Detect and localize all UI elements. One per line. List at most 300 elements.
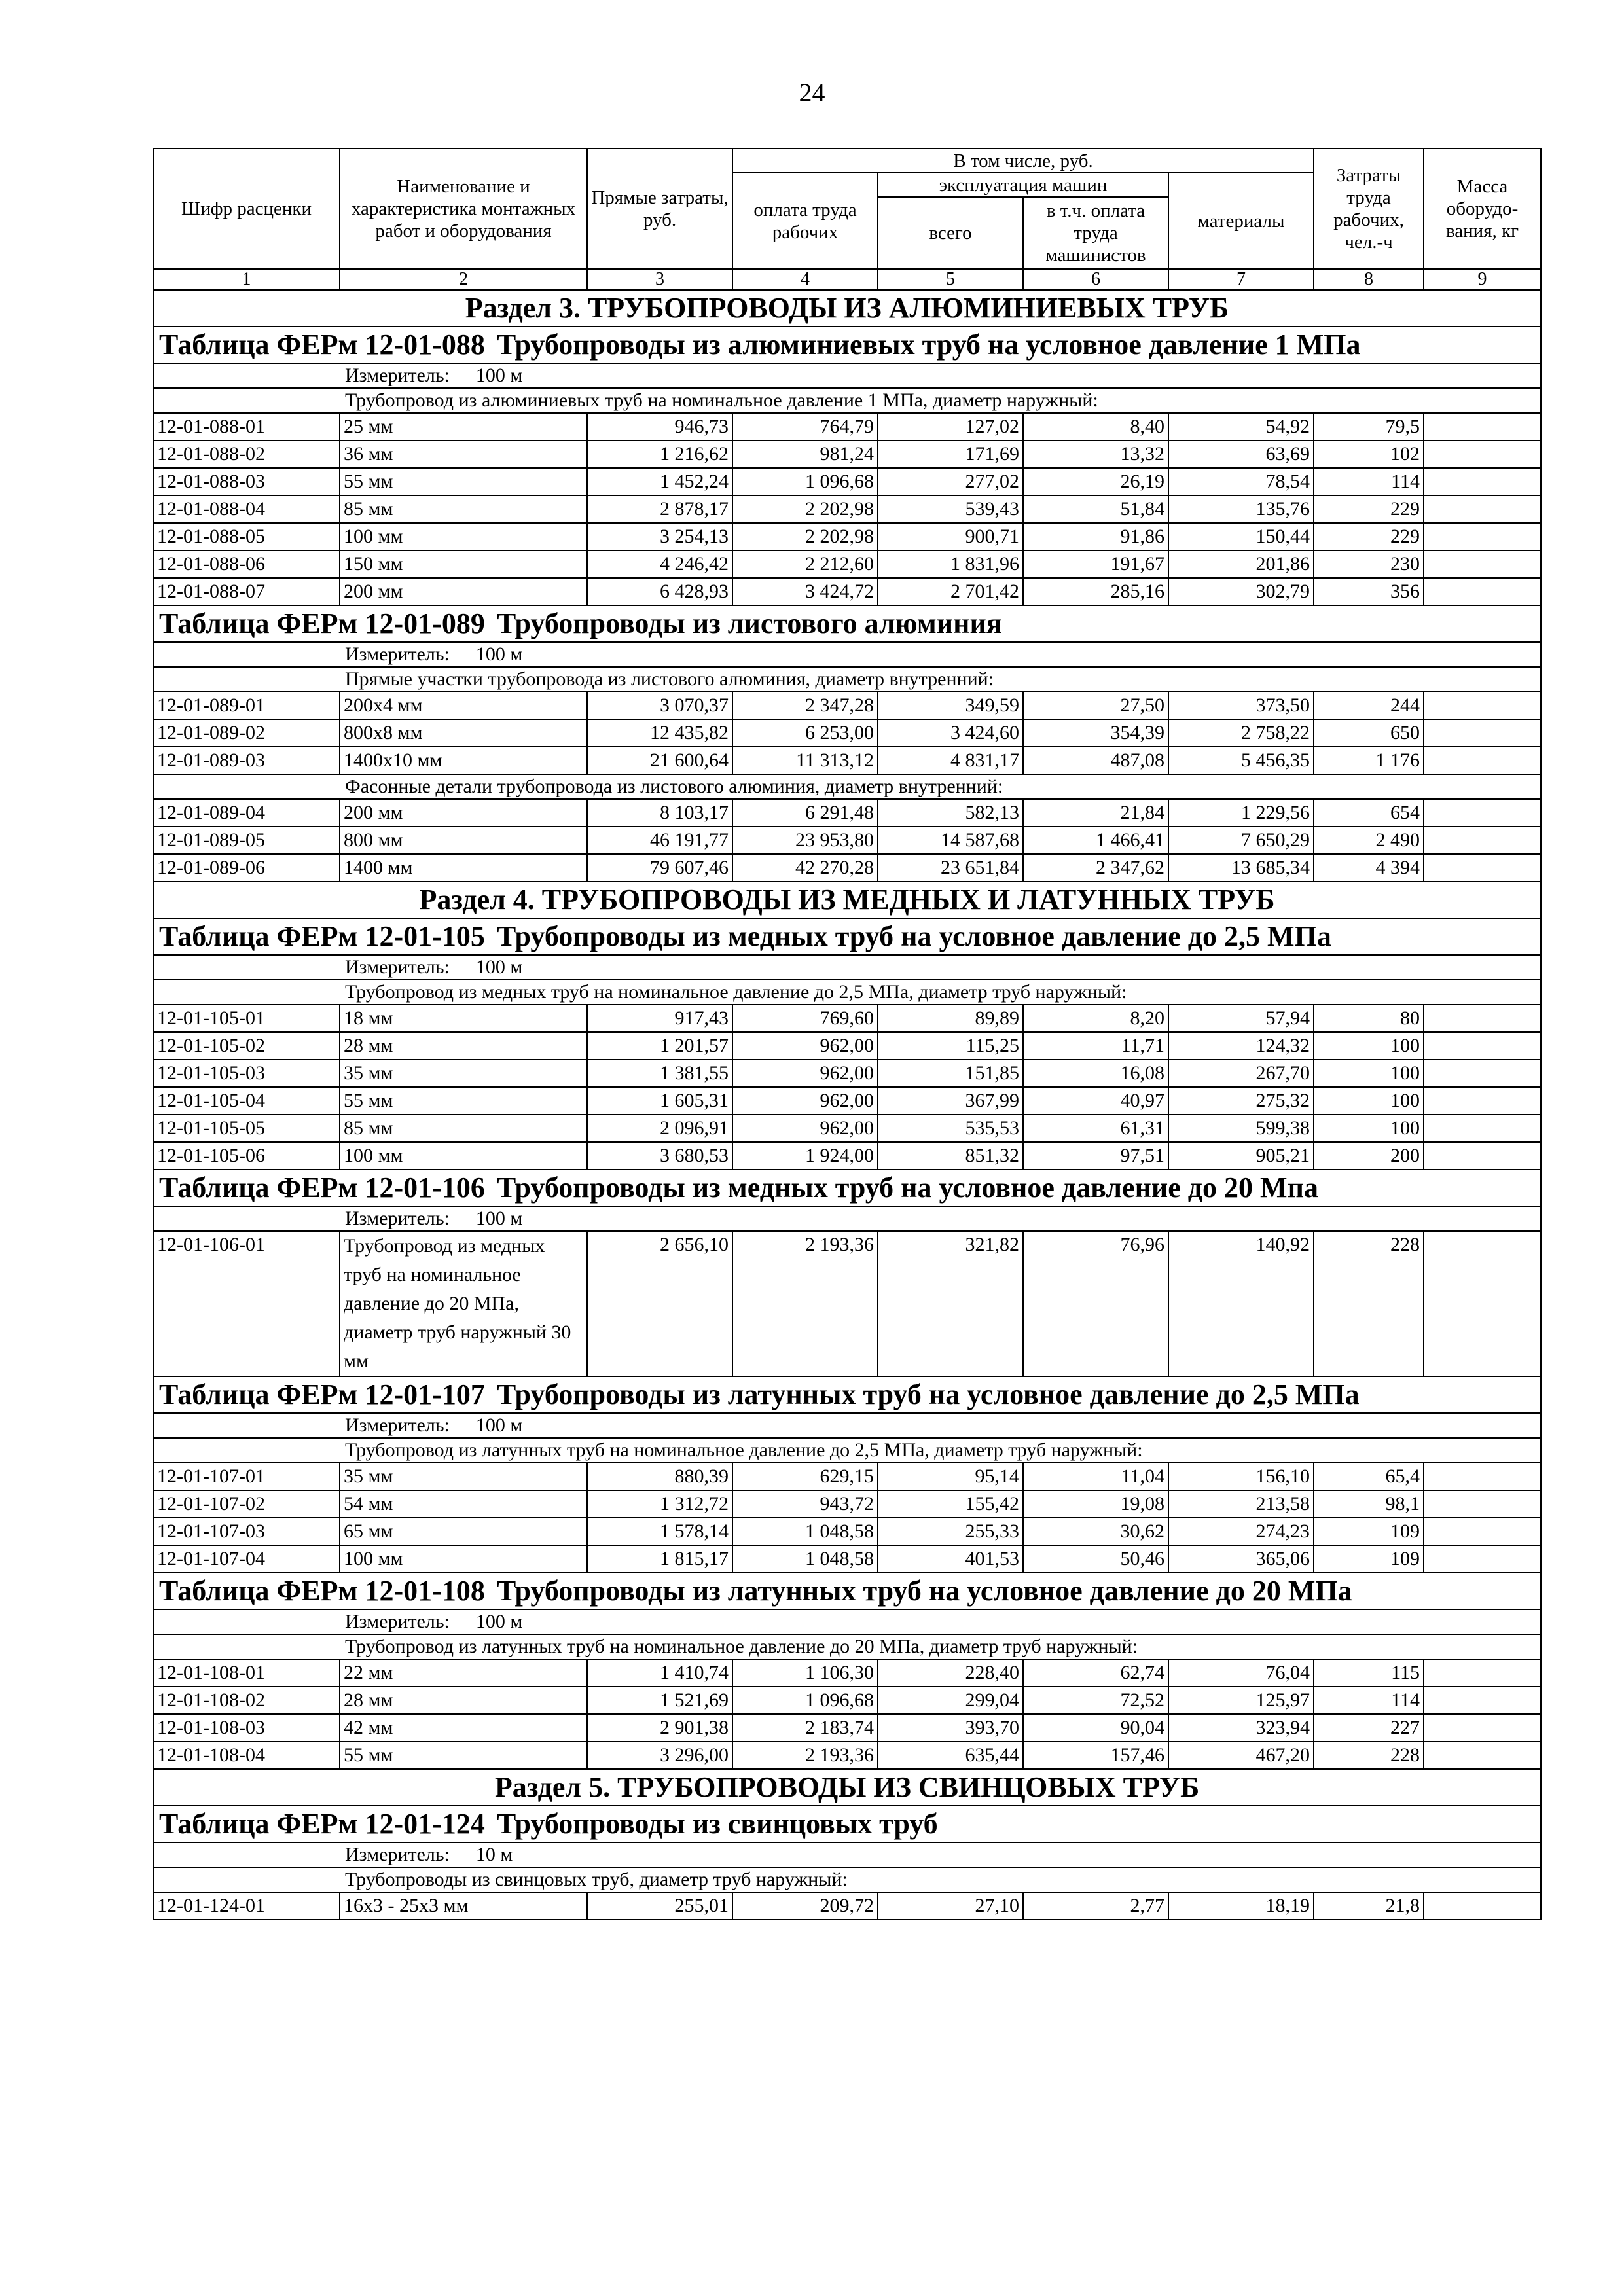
cell-col-5: 95,14 bbox=[878, 1463, 1023, 1490]
cell-col-6: 487,08 bbox=[1023, 747, 1168, 774]
cell-col-6: 97,51 bbox=[1023, 1142, 1168, 1170]
table-row bbox=[153, 1060, 1541, 1087]
cell-col-4: 981,24 bbox=[732, 440, 878, 468]
meter-label: Измеритель: bbox=[345, 956, 450, 978]
column-number: 6 bbox=[1023, 269, 1168, 290]
table-row bbox=[153, 468, 1541, 495]
meter bbox=[153, 363, 1541, 388]
cell-col-2: 42 мм bbox=[340, 1714, 587, 1742]
subheading-row bbox=[153, 1438, 1541, 1463]
cell-col-6: 61,31 bbox=[1023, 1115, 1168, 1142]
cell-col-6: 2,77 bbox=[1023, 1892, 1168, 1920]
cell-col-5: 367,99 bbox=[878, 1087, 1023, 1115]
cell-col-8: 229 bbox=[1314, 523, 1424, 550]
table-title bbox=[153, 1170, 1541, 1206]
cell-col-7: 905,21 bbox=[1168, 1142, 1314, 1170]
cell-col-1: 12-01-088-02 bbox=[153, 440, 340, 468]
cell-col-8: 230 bbox=[1314, 550, 1424, 578]
cell-col-9 bbox=[1424, 1714, 1541, 1742]
cell-col-5: 635,44 bbox=[878, 1742, 1023, 1769]
meter-value: 100 м bbox=[475, 956, 523, 978]
rate-table bbox=[153, 148, 1542, 1920]
cell-col-9 bbox=[1424, 523, 1541, 550]
cell-col-1: 12-01-108-02 bbox=[153, 1687, 340, 1714]
cell-col-6: 11,04 bbox=[1023, 1463, 1168, 1490]
cell-col-4: 3 424,72 bbox=[732, 578, 878, 605]
header-machinist-pay: в т.ч. оплата труда машинистов bbox=[1023, 197, 1168, 269]
cell-col-9 bbox=[1424, 1687, 1541, 1714]
cell-col-7: 267,70 bbox=[1168, 1060, 1314, 1087]
cell-col-4: 42 270,28 bbox=[732, 854, 878, 882]
cell-col-4: 769,60 bbox=[732, 1005, 878, 1032]
cell-col-8: 4 394 bbox=[1314, 854, 1424, 882]
table-row bbox=[153, 550, 1541, 578]
cell-col-8: 228 bbox=[1314, 1742, 1424, 1769]
header-labor: Затраты труда рабочих, чел.-ч bbox=[1314, 149, 1424, 269]
cell-col-9 bbox=[1424, 1032, 1541, 1060]
column-number: 7 bbox=[1168, 269, 1314, 290]
cell-col-9 bbox=[1424, 1060, 1541, 1087]
subheading-row bbox=[153, 774, 1541, 799]
cell-col-5: 151,85 bbox=[878, 1060, 1023, 1087]
table-row bbox=[153, 1231, 1541, 1376]
cell-col-8: 229 bbox=[1314, 495, 1424, 523]
table-row bbox=[153, 1087, 1541, 1115]
cell-col-9 bbox=[1424, 1892, 1541, 1920]
table-row bbox=[153, 1742, 1541, 1769]
cell-col-5: 3 424,60 bbox=[878, 719, 1023, 747]
cell-col-3: 1 815,17 bbox=[587, 1545, 732, 1573]
cell-col-6: 2 347,62 bbox=[1023, 854, 1168, 882]
cell-col-5: 393,70 bbox=[878, 1714, 1023, 1742]
table-name: Трубопроводы из алюминиевых труб на условное давление 1 МПа bbox=[496, 329, 1361, 361]
meter-value: 10 м bbox=[475, 1844, 513, 1865]
cell-col-5: 4 831,17 bbox=[878, 747, 1023, 774]
cell-col-3: 1 605,31 bbox=[587, 1087, 732, 1115]
cell-col-5: 582,13 bbox=[878, 799, 1023, 827]
cell-col-2: 200х4 мм bbox=[340, 692, 587, 719]
table-row bbox=[153, 1714, 1541, 1742]
cell-col-2: 200 мм bbox=[340, 799, 587, 827]
cell-col-5: 14 587,68 bbox=[878, 827, 1023, 854]
table-row bbox=[153, 1463, 1541, 1490]
cell-col-3: 880,39 bbox=[587, 1463, 732, 1490]
cell-col-3: 1 312,72 bbox=[587, 1490, 732, 1518]
cell-col-5: 851,32 bbox=[878, 1142, 1023, 1170]
cell-col-7: 54,92 bbox=[1168, 413, 1314, 440]
cell-col-2: 800 мм bbox=[340, 827, 587, 854]
cell-col-5: 127,02 bbox=[878, 413, 1023, 440]
cell-col-5: 539,43 bbox=[878, 495, 1023, 523]
table-name: Трубопроводы из свинцовых труб bbox=[496, 1808, 938, 1840]
cell-col-2: 55 мм bbox=[340, 1087, 587, 1115]
cell-col-5: 277,02 bbox=[878, 468, 1023, 495]
column-number: 3 bbox=[587, 269, 732, 290]
cell-col-6: 16,08 bbox=[1023, 1060, 1168, 1087]
cell-col-4: 2 347,28 bbox=[732, 692, 878, 719]
cell-col-1: 12-01-107-04 bbox=[153, 1545, 340, 1573]
cell-col-1: 12-01-088-07 bbox=[153, 578, 340, 605]
table-title-wrap bbox=[159, 1170, 1537, 1206]
subheading: Трубопровод из латунных труб на номинальное давление до 20 МПа, диаметр труб наружный: bbox=[153, 1634, 1541, 1659]
cell-col-9 bbox=[1424, 1463, 1541, 1490]
table-row bbox=[153, 799, 1541, 827]
cell-col-3: 8 103,17 bbox=[587, 799, 732, 827]
cell-col-9 bbox=[1424, 799, 1541, 827]
column-number: 1 bbox=[153, 269, 340, 290]
subheading: Трубопроводы из свинцовых труб, диаметр труб наружный: bbox=[153, 1867, 1541, 1892]
cell-col-7: 63,69 bbox=[1168, 440, 1314, 468]
cell-col-2: 100 мм bbox=[340, 523, 587, 550]
meter-value: 100 м bbox=[475, 1611, 523, 1632]
cell-col-3: 4 246,42 bbox=[587, 550, 732, 578]
cell-col-1: 12-01-105-01 bbox=[153, 1005, 340, 1032]
table-title bbox=[153, 918, 1541, 955]
table-title-row bbox=[153, 918, 1541, 955]
table-name: Трубопроводы из медных труб на условное давление до 20 Мпа bbox=[496, 1172, 1318, 1204]
page-number: 24 bbox=[799, 78, 825, 107]
cell-col-5: 1 831,96 bbox=[878, 550, 1023, 578]
header-direct-costs: Прямые затраты, руб. bbox=[587, 149, 732, 269]
cell-col-3: 2 096,91 bbox=[587, 1115, 732, 1142]
cell-col-7: 274,23 bbox=[1168, 1518, 1314, 1545]
cell-col-5: 321,82 bbox=[878, 1231, 1023, 1376]
table-code: Таблица ФЕРм 12-01-106 bbox=[159, 1172, 485, 1204]
cell-col-9 bbox=[1424, 1115, 1541, 1142]
cell-col-4: 11 313,12 bbox=[732, 747, 878, 774]
cell-col-4: 1 048,58 bbox=[732, 1545, 878, 1573]
cell-col-8: 100 bbox=[1314, 1060, 1424, 1087]
cell-col-6: 8,20 bbox=[1023, 1005, 1168, 1032]
cell-col-6: 27,50 bbox=[1023, 692, 1168, 719]
subheading: Фасонные детали трубопровода из листового алюминия, диаметр внутренний: bbox=[153, 774, 1541, 799]
cell-col-3: 79 607,46 bbox=[587, 854, 732, 882]
cell-col-7: 467,20 bbox=[1168, 1742, 1314, 1769]
cell-col-2: 55 мм bbox=[340, 468, 587, 495]
section-title: Раздел 5. ТРУБОПРОВОДЫ ИЗ СВИНЦОВЫХ ТРУБ bbox=[153, 1769, 1541, 1806]
table-row bbox=[153, 747, 1541, 774]
cell-col-3: 1 216,62 bbox=[587, 440, 732, 468]
cell-col-6: 157,46 bbox=[1023, 1742, 1168, 1769]
cell-col-6: 50,46 bbox=[1023, 1545, 1168, 1573]
cell-col-2: 65 мм bbox=[340, 1518, 587, 1545]
cell-col-7: 140,92 bbox=[1168, 1231, 1314, 1376]
cell-col-2: Трубопровод из медных труб на номинальное давление до 20 МПа, диаметр труб наружный 30 мм bbox=[340, 1231, 587, 1376]
table-title-wrap bbox=[159, 327, 1537, 363]
cell-col-4: 1 096,68 bbox=[732, 468, 878, 495]
cell-col-5: 228,40 bbox=[878, 1659, 1023, 1687]
cell-col-4: 764,79 bbox=[732, 413, 878, 440]
meter-label: Измеритель: bbox=[345, 1414, 450, 1436]
table-title bbox=[153, 1806, 1541, 1842]
column-number: 8 bbox=[1314, 269, 1424, 290]
cell-col-9 bbox=[1424, 468, 1541, 495]
cell-col-1: 12-01-089-05 bbox=[153, 827, 340, 854]
subheading-row bbox=[153, 667, 1541, 692]
table-title bbox=[153, 327, 1541, 363]
table-row bbox=[153, 1518, 1541, 1545]
table-row bbox=[153, 523, 1541, 550]
cell-col-7: 57,94 bbox=[1168, 1005, 1314, 1032]
table-row bbox=[153, 827, 1541, 854]
subheading-row bbox=[153, 1634, 1541, 1659]
column-number: 5 bbox=[878, 269, 1023, 290]
cell-col-9 bbox=[1424, 413, 1541, 440]
meter-row bbox=[153, 1413, 1541, 1438]
section-title: Раздел 3. ТРУБОПРОВОДЫ ИЗ АЛЮМИНИЕВЫХ ТРУБ bbox=[153, 290, 1541, 327]
cell-col-3: 3 296,00 bbox=[587, 1742, 732, 1769]
cell-col-1: 12-01-088-05 bbox=[153, 523, 340, 550]
cell-col-1: 12-01-124-01 bbox=[153, 1892, 340, 1920]
cell-col-2: 18 мм bbox=[340, 1005, 587, 1032]
cell-col-9 bbox=[1424, 578, 1541, 605]
meter-label: Измеритель: bbox=[345, 365, 450, 386]
cell-col-4: 2 212,60 bbox=[732, 550, 878, 578]
cell-col-6: 72,52 bbox=[1023, 1687, 1168, 1714]
cell-col-2: 1400х10 мм bbox=[340, 747, 587, 774]
table-body bbox=[153, 269, 1541, 1920]
cell-col-6: 354,39 bbox=[1023, 719, 1168, 747]
meter-row bbox=[153, 1206, 1541, 1231]
cell-col-2: 36 мм bbox=[340, 440, 587, 468]
cell-col-8: 356 bbox=[1314, 578, 1424, 605]
header-code: Шифр расценки bbox=[153, 149, 340, 269]
cell-col-4: 209,72 bbox=[732, 1892, 878, 1920]
cell-col-6: 91,86 bbox=[1023, 523, 1168, 550]
cell-col-5: 115,25 bbox=[878, 1032, 1023, 1060]
cell-col-3: 3 070,37 bbox=[587, 692, 732, 719]
cell-col-4: 1 048,58 bbox=[732, 1518, 878, 1545]
meter bbox=[153, 1413, 1541, 1438]
cell-col-3: 12 435,82 bbox=[587, 719, 732, 747]
table-title bbox=[153, 1573, 1541, 1609]
cell-col-8: 114 bbox=[1314, 468, 1424, 495]
meter bbox=[153, 1206, 1541, 1231]
cell-col-5: 535,53 bbox=[878, 1115, 1023, 1142]
cell-col-8: 228 bbox=[1314, 1231, 1424, 1376]
cell-col-6: 191,67 bbox=[1023, 550, 1168, 578]
cell-col-6: 11,71 bbox=[1023, 1032, 1168, 1060]
table-row bbox=[153, 440, 1541, 468]
cell-col-1: 12-01-107-02 bbox=[153, 1490, 340, 1518]
cell-col-9 bbox=[1424, 495, 1541, 523]
cell-col-3: 1 410,74 bbox=[587, 1659, 732, 1687]
cell-col-7: 365,06 bbox=[1168, 1545, 1314, 1573]
cell-col-4: 1 106,30 bbox=[732, 1659, 878, 1687]
table-title-row bbox=[153, 327, 1541, 363]
cell-col-2: 16х3 - 25х3 мм bbox=[340, 1892, 587, 1920]
subheading-row bbox=[153, 1867, 1541, 1892]
cell-col-8: 244 bbox=[1314, 692, 1424, 719]
cell-col-5: 900,71 bbox=[878, 523, 1023, 550]
cell-col-4: 6 291,48 bbox=[732, 799, 878, 827]
cell-col-4: 1 924,00 bbox=[732, 1142, 878, 1170]
table-code: Таблица ФЕРм 12-01-107 bbox=[159, 1378, 485, 1410]
cell-col-1: 12-01-088-03 bbox=[153, 468, 340, 495]
cell-col-9 bbox=[1424, 854, 1541, 882]
cell-col-6: 26,19 bbox=[1023, 468, 1168, 495]
cell-col-5: 2 701,42 bbox=[878, 578, 1023, 605]
meter-value: 100 м bbox=[475, 1414, 523, 1436]
cell-col-2: 85 мм bbox=[340, 495, 587, 523]
cell-col-4: 2 183,74 bbox=[732, 1714, 878, 1742]
cell-col-5: 349,59 bbox=[878, 692, 1023, 719]
table-row bbox=[153, 1005, 1541, 1032]
cell-col-1: 12-01-105-02 bbox=[153, 1032, 340, 1060]
table-header bbox=[153, 149, 1541, 269]
table-title-row bbox=[153, 1170, 1541, 1206]
cell-col-9 bbox=[1424, 1518, 1541, 1545]
cell-col-8: 2 490 bbox=[1314, 827, 1424, 854]
cell-col-3: 917,43 bbox=[587, 1005, 732, 1032]
cell-col-7: 124,32 bbox=[1168, 1032, 1314, 1060]
cell-col-2: 28 мм bbox=[340, 1687, 587, 1714]
cell-col-8: 200 bbox=[1314, 1142, 1424, 1170]
cell-col-5: 155,42 bbox=[878, 1490, 1023, 1518]
meter bbox=[153, 955, 1541, 980]
cell-col-3: 46 191,77 bbox=[587, 827, 732, 854]
subheading-row bbox=[153, 388, 1541, 413]
meter-label: Измеритель: bbox=[345, 1844, 450, 1865]
cell-col-1: 12-01-108-04 bbox=[153, 1742, 340, 1769]
meter bbox=[153, 642, 1541, 667]
cell-col-6: 1 466,41 bbox=[1023, 827, 1168, 854]
cell-col-7: 5 456,35 bbox=[1168, 747, 1314, 774]
cell-col-1: 12-01-089-04 bbox=[153, 799, 340, 827]
cell-col-3: 3 254,13 bbox=[587, 523, 732, 550]
header-machine-operation: эксплуатация машин bbox=[878, 173, 1168, 197]
table-title-row bbox=[153, 1573, 1541, 1609]
table-code: Таблица ФЕРм 12-01-105 bbox=[159, 920, 485, 952]
cell-col-2: 150 мм bbox=[340, 550, 587, 578]
table-title-wrap bbox=[159, 1573, 1537, 1609]
meter bbox=[153, 1842, 1541, 1867]
cell-col-1: 12-01-105-03 bbox=[153, 1060, 340, 1087]
cell-col-8: 65,4 bbox=[1314, 1463, 1424, 1490]
cell-col-3: 1 521,69 bbox=[587, 1687, 732, 1714]
cell-col-8: 102 bbox=[1314, 440, 1424, 468]
cell-col-5: 89,89 bbox=[878, 1005, 1023, 1032]
cell-col-6: 51,84 bbox=[1023, 495, 1168, 523]
cell-col-6: 90,04 bbox=[1023, 1714, 1168, 1742]
cell-col-5: 299,04 bbox=[878, 1687, 1023, 1714]
cell-col-3: 2 656,10 bbox=[587, 1231, 732, 1376]
cell-col-8: 21,8 bbox=[1314, 1892, 1424, 1920]
cell-col-7: 2 758,22 bbox=[1168, 719, 1314, 747]
section-title: Раздел 4. ТРУБОПРОВОДЫ ИЗ МЕДНЫХ И ЛАТУННЫХ ТРУБ bbox=[153, 882, 1541, 918]
table-row bbox=[153, 1687, 1541, 1714]
cell-col-1: 12-01-107-03 bbox=[153, 1518, 340, 1545]
subheading: Трубопровод из медных труб на номинальное давление до 2,5 МПа, диаметр труб наружный: bbox=[153, 980, 1541, 1005]
header-materials: материалы bbox=[1168, 173, 1314, 269]
table-name: Трубопроводы из латунных труб на условное давление до 20 МПа bbox=[496, 1575, 1352, 1607]
cell-col-3: 6 428,93 bbox=[587, 578, 732, 605]
cell-col-8: 100 bbox=[1314, 1115, 1424, 1142]
cell-col-8: 98,1 bbox=[1314, 1490, 1424, 1518]
cell-col-4: 2 193,36 bbox=[732, 1742, 878, 1769]
cell-col-8: 1 176 bbox=[1314, 747, 1424, 774]
cell-col-6: 40,97 bbox=[1023, 1087, 1168, 1115]
cell-col-1: 12-01-089-01 bbox=[153, 692, 340, 719]
cell-col-2: 54 мм bbox=[340, 1490, 587, 1518]
cell-col-8: 100 bbox=[1314, 1032, 1424, 1060]
cell-col-9 bbox=[1424, 827, 1541, 854]
table-code: Таблица ФЕРм 12-01-108 bbox=[159, 1575, 485, 1607]
cell-col-5: 23 651,84 bbox=[878, 854, 1023, 882]
section-row bbox=[153, 1769, 1541, 1806]
column-number: 9 bbox=[1424, 269, 1541, 290]
table-row bbox=[153, 1115, 1541, 1142]
cell-col-5: 171,69 bbox=[878, 440, 1023, 468]
cell-col-2: 200 мм bbox=[340, 578, 587, 605]
cell-col-6: 21,84 bbox=[1023, 799, 1168, 827]
cell-col-7: 275,32 bbox=[1168, 1087, 1314, 1115]
meter-value: 100 м bbox=[475, 365, 523, 386]
cell-col-4: 962,00 bbox=[732, 1115, 878, 1142]
header-workers-pay: оплата труда рабочих bbox=[732, 173, 878, 269]
cell-col-9 bbox=[1424, 1142, 1541, 1170]
cell-col-4: 23 953,80 bbox=[732, 827, 878, 854]
cell-col-1: 12-01-108-03 bbox=[153, 1714, 340, 1742]
cell-col-1: 12-01-105-05 bbox=[153, 1115, 340, 1142]
table-title bbox=[153, 1376, 1541, 1413]
cell-col-1: 12-01-089-02 bbox=[153, 719, 340, 747]
cell-col-9 bbox=[1424, 1545, 1541, 1573]
table-title-wrap bbox=[159, 919, 1537, 954]
table-row bbox=[153, 1032, 1541, 1060]
cell-col-7: 323,94 bbox=[1168, 1714, 1314, 1742]
meter-label: Измеритель: bbox=[345, 1611, 450, 1632]
table-title-row bbox=[153, 1806, 1541, 1842]
cell-col-9 bbox=[1424, 1742, 1541, 1769]
cell-col-3: 1 201,57 bbox=[587, 1032, 732, 1060]
table-title-wrap bbox=[159, 1806, 1537, 1842]
meter-row bbox=[153, 1609, 1541, 1634]
cell-col-2: 100 мм bbox=[340, 1142, 587, 1170]
column-numbers-row bbox=[153, 269, 1541, 290]
table-title-wrap bbox=[159, 606, 1537, 641]
meter-row bbox=[153, 1842, 1541, 1867]
subheading: Трубопровод из алюминиевых труб на номинальное давление 1 МПа, диаметр наружный: bbox=[153, 388, 1541, 413]
cell-col-6: 13,32 bbox=[1023, 440, 1168, 468]
table-row bbox=[153, 1659, 1541, 1687]
cell-col-2: 55 мм bbox=[340, 1742, 587, 1769]
cell-col-7: 78,54 bbox=[1168, 468, 1314, 495]
table-row bbox=[153, 578, 1541, 605]
cell-col-7: 599,38 bbox=[1168, 1115, 1314, 1142]
header-name: Наименование и характеристика монтажных работ и оборудования bbox=[340, 149, 587, 269]
table-row bbox=[153, 1490, 1541, 1518]
cell-col-1: 12-01-088-04 bbox=[153, 495, 340, 523]
subheading: Трубопровод из латунных труб на номинальное давление до 2,5 МПа, диаметр труб наружный: bbox=[153, 1438, 1541, 1463]
table-title bbox=[153, 605, 1541, 642]
cell-col-4: 1 096,68 bbox=[732, 1687, 878, 1714]
table-row bbox=[153, 1545, 1541, 1573]
cell-col-7: 135,76 bbox=[1168, 495, 1314, 523]
cell-col-4: 629,15 bbox=[732, 1463, 878, 1490]
cell-col-9 bbox=[1424, 692, 1541, 719]
cell-col-7: 156,10 bbox=[1168, 1463, 1314, 1490]
cell-col-2: 800х8 мм bbox=[340, 719, 587, 747]
cell-col-3: 3 680,53 bbox=[587, 1142, 732, 1170]
table-name: Трубопроводы из медных труб на условное давление до 2,5 МПа bbox=[496, 920, 1331, 952]
cell-col-9 bbox=[1424, 1659, 1541, 1687]
cell-col-7: 76,04 bbox=[1168, 1659, 1314, 1687]
cell-col-2: 1400 мм bbox=[340, 854, 587, 882]
table-row bbox=[153, 1892, 1541, 1920]
cell-col-9 bbox=[1424, 1231, 1541, 1376]
cell-col-4: 943,72 bbox=[732, 1490, 878, 1518]
